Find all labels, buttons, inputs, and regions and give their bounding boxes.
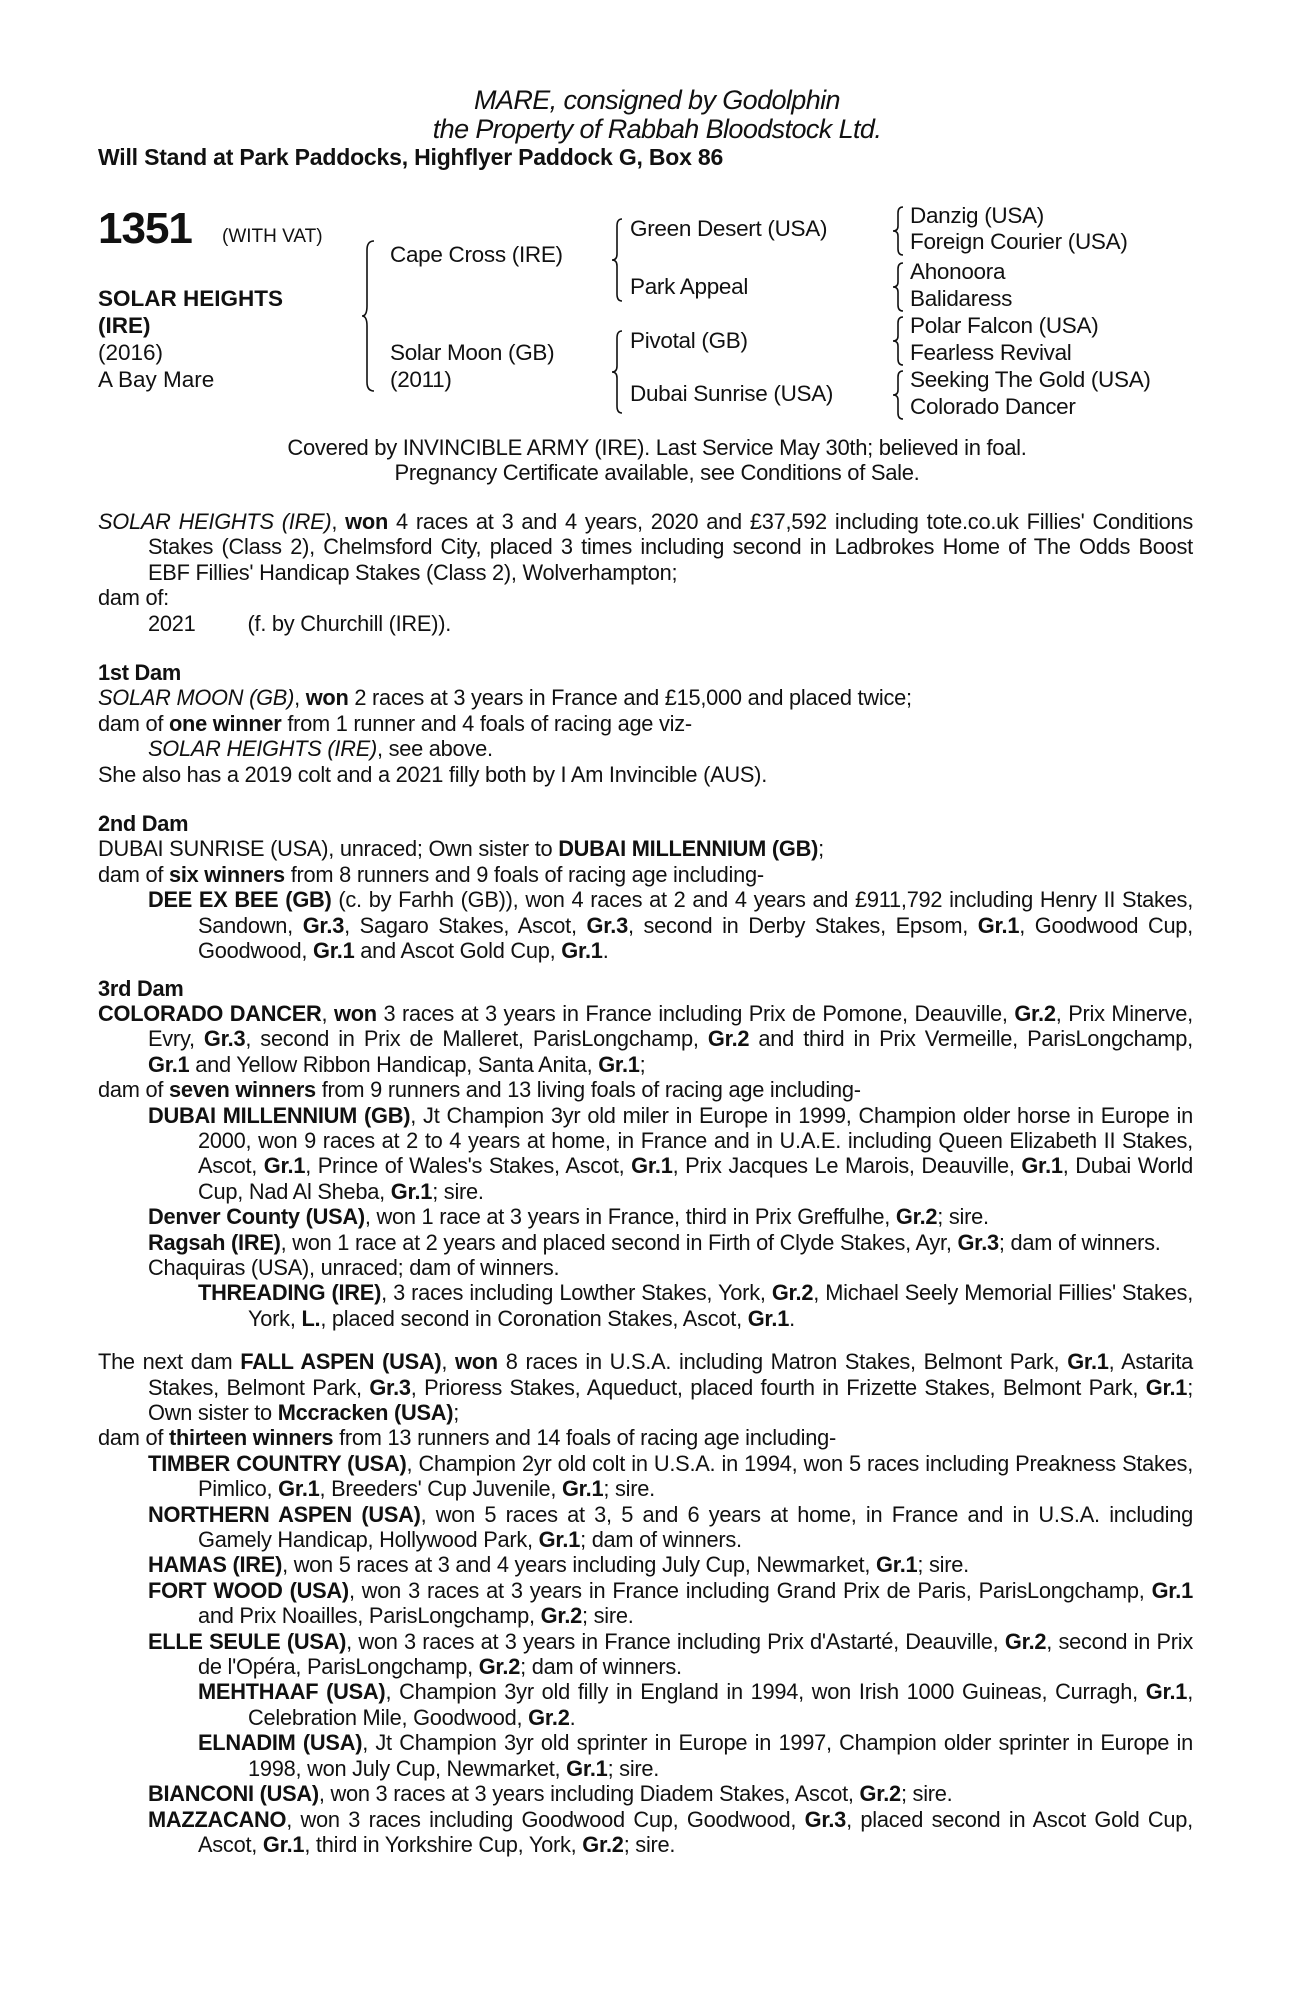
bold-text: Gr.3 <box>957 1229 999 1255</box>
text: ; Own sister to <box>148 1374 1193 1425</box>
sire-brace <box>612 218 624 302</box>
text: , Sagaro Stakes, Ascot, <box>344 912 587 938</box>
text: from 8 runners and 9 foals of racing age including- <box>284 861 764 887</box>
bold-text: MEHTHAAF (USA) <box>198 1679 386 1705</box>
paragraph <box>98 1280 1193 1331</box>
bold-text: Gr.1 <box>561 938 603 964</box>
pedigree-ggp: Seeking The Gold (USA) <box>910 367 1151 392</box>
bold-text: HAMAS (IRE) <box>148 1552 283 1578</box>
text: and Ascot Gold Cup, <box>354 938 562 964</box>
bold-text: Gr.1 <box>1067 1349 1109 1375</box>
bold-text: six winners <box>168 861 285 887</box>
ggp-brace <box>893 262 905 312</box>
text: , Champion 3yr old filly in England in 1994, won Irish 1000 Guineas, Curragh, <box>385 1679 1146 1705</box>
text: Chaquiras (USA), unraced; dam of winners. <box>148 1254 560 1280</box>
text: , second in Derby Stakes, Epsom, <box>627 912 978 938</box>
paragraph <box>98 1077 1193 1102</box>
text: ; <box>639 1051 646 1077</box>
pedigree-ggp: Balidaress <box>910 286 1013 311</box>
text: , second in Prix de l'Opéra, ParisLongchamp, <box>198 1628 1194 1680</box>
lot-number: 1351 <box>98 204 192 253</box>
bold-text: Gr.1 <box>747 1305 790 1331</box>
ggp-brace <box>893 370 905 420</box>
text: , won 5 races at 3, 5 and 6 years at home, in France and in U.S.A. including Gamely Handicap, Hollywood Park, <box>198 1501 1193 1553</box>
text: 8 races in U.S.A. including Matron Stakes, Belmont Park, <box>497 1349 1068 1375</box>
bold-text: BIANCONI (USA) <box>148 1781 319 1807</box>
bold-text: MAZZACANO <box>148 1806 287 1832</box>
text: , won 1 race at 3 years in France, third in Prix Greffulhe, <box>364 1204 896 1230</box>
stand-location: Will Stand at Park Paddocks, Highflyer Paddock G, Box 86 <box>98 144 724 170</box>
pedigree-ggp: Colorado Dancer <box>910 394 1076 419</box>
text: , placed second in Coronation Stakes, Ascot, <box>320 1305 748 1331</box>
paragraph <box>98 1425 1193 1450</box>
bold-text: NORTHERN ASPEN (USA) <box>148 1501 421 1527</box>
bold-text: ELLE SEULE (USA) <box>148 1628 347 1654</box>
paragraph <box>98 1103 1193 1205</box>
bold-text: Gr.2 <box>707 1026 750 1052</box>
paragraph <box>98 1349 1193 1425</box>
pedigree-section <box>98 660 1193 787</box>
bold-text: Gr.1 <box>390 1178 433 1204</box>
text: ; <box>818 836 824 862</box>
horse-name: SOLAR HEIGHTS <box>98 286 284 311</box>
paragraph <box>98 1781 1193 1806</box>
pedigree-section <box>98 976 1193 1332</box>
text: , <box>294 685 306 711</box>
text: , Goodwood Cup, Goodwood, <box>198 912 1193 964</box>
paragraph <box>98 1730 1193 1781</box>
bold-text: Gr.1 <box>262 1831 305 1857</box>
text: ; sire. <box>603 1476 655 1502</box>
bold-text: Gr.1 <box>1151 1577 1193 1603</box>
text: from 13 runners and 14 foals of racing age including- <box>333 1425 836 1451</box>
paragraph <box>98 1807 1193 1858</box>
paragraph <box>98 1629 1193 1680</box>
text: ; sire. <box>582 1603 634 1629</box>
pedigree-section <box>98 509 1193 636</box>
text: , Breeders' Cup Juvenile, <box>319 1476 562 1502</box>
bold-text: ELNADIM (USA) <box>198 1730 363 1756</box>
text: , <box>331 509 346 534</box>
text: ; sire. <box>623 1831 676 1857</box>
bold-text: Gr.3 <box>302 912 345 938</box>
bold-text: Gr.1 <box>148 1051 190 1077</box>
text: , Prioress Stakes, Aqueduct, placed fourth in Frizette Stakes, Belmont Park, <box>410 1374 1146 1400</box>
text: , 3 races including Lowther Stakes, York, <box>381 1280 772 1306</box>
horse-suffix: (IRE) <box>98 313 151 338</box>
text: dam of <box>98 861 169 887</box>
horse-year: (2016) <box>98 340 164 365</box>
text: and Prix Noailles, ParisLongchamp, <box>198 1603 541 1629</box>
bold-text: TIMBER COUNTRY (USA) <box>148 1450 407 1476</box>
vat-note: (WITH VAT) <box>222 226 323 247</box>
pedigree-ggp: Polar Falcon (USA) <box>910 313 1099 338</box>
bold-text: Ragsah (IRE) <box>148 1229 281 1255</box>
pedigree-sire: Cape Cross (IRE) <box>390 242 563 267</box>
dam-brace <box>612 330 624 414</box>
pregnancy-note: Pregnancy Certificate available, see Conditions of Sale. <box>394 460 920 485</box>
text: , won 3 races at 3 years in France including Grand Prix de Paris, ParisLongchamp, <box>348 1577 1152 1603</box>
bold-text: Gr.1 <box>566 1755 608 1781</box>
text: She also has a 2019 colt and a 2021 filly both by I Am Invincible (AUS). <box>98 761 767 787</box>
bold-text: FALL ASPEN (USA) <box>240 1349 442 1375</box>
paragraph <box>98 762 1193 787</box>
text: , Dubai World Cup, Nad Al Sheba, <box>198 1153 1193 1204</box>
bold-text: Gr.1 <box>1145 1374 1188 1400</box>
text: , Prince of Wales's Stakes, Ascot, <box>305 1153 632 1179</box>
bold-text: Gr.2 <box>1004 1628 1047 1654</box>
bold-text: won <box>333 1000 377 1026</box>
text: . <box>602 938 609 964</box>
bold-text: L. <box>301 1305 321 1331</box>
italic-text: SOLAR HEIGHTS (IRE) <box>148 736 377 762</box>
text: , Prix Jacques Le Marois, Deauville, <box>672 1153 1022 1179</box>
text: , Champion 2yr old colt in U.S.A. in 1994, won 5 races including Preakness Stakes, Pimlico, <box>198 1450 1194 1502</box>
text: ; sire. <box>900 1781 953 1807</box>
bold-text: Gr.3 <box>586 912 628 938</box>
text: , see above. <box>377 736 493 762</box>
text: dam of <box>98 1425 169 1451</box>
pedigree-brace <box>362 240 376 392</box>
text: , Michael Seely Memorial Fillies' Stakes, York, <box>248 1280 1194 1331</box>
text: ; sire. <box>917 1552 969 1578</box>
text: dam of <box>98 710 169 736</box>
italic-text: SOLAR MOON (GB) <box>98 685 295 711</box>
text: , Prix Minerve, Evry, <box>148 1000 1193 1052</box>
bold-text: won <box>455 1349 498 1375</box>
bold-text: Gr.1 <box>875 1552 918 1578</box>
text: 2 races at 3 years in France and £15,000 and placed twice; <box>348 685 912 711</box>
paragraph <box>98 1552 1193 1577</box>
bold-text: Gr.2 <box>582 1831 624 1857</box>
text: (c. by Farhh (GB)), won 4 races at 2 and 4 years and £911,792 including Henry II Stakes, Sandown, <box>198 887 1194 938</box>
bold-text: Gr.3 <box>369 1374 411 1400</box>
bold-text: Gr.2 <box>895 1204 938 1230</box>
pedigree-sire-sire: Green Desert (USA) <box>630 216 828 241</box>
text: . <box>789 1305 795 1331</box>
text: ; sire. <box>607 1755 660 1781</box>
text: from 9 runners and 13 living foals of racing age including- <box>315 1077 861 1103</box>
bold-text: COLORADO DANCER <box>98 1000 322 1026</box>
bold-text: FORT WOOD (USA) <box>148 1577 349 1603</box>
paragraph <box>98 585 1193 610</box>
bold-text: DUBAI MILLENNIUM (GB) <box>558 836 819 862</box>
pedigree-ggp: Foreign Courier (USA) <box>910 229 1128 254</box>
horse-description: A Bay Mare <box>98 367 215 392</box>
text: , won 1 race at 2 years and placed second in Firth of Clyde Stakes, Ayr, <box>280 1229 958 1255</box>
section-heading: 3rd Dam <box>98 975 184 1001</box>
text: ; dam of winners. <box>998 1229 1161 1255</box>
text: The next dam <box>98 1349 241 1375</box>
pedigree-dam: Solar Moon (GB) <box>390 340 555 365</box>
paragraph <box>98 1679 1193 1730</box>
paragraph <box>98 887 1193 963</box>
bold-text: Gr.1 <box>1021 1153 1063 1179</box>
bold-text: one winner <box>168 710 282 736</box>
consignor-line: MARE, consigned by Godolphin <box>474 85 840 115</box>
text: ; <box>453 1400 460 1425</box>
bold-text: won <box>345 509 389 534</box>
bold-text: Gr.1 <box>631 1153 673 1179</box>
bold-text: Gr.1 <box>561 1476 604 1502</box>
property-line: the Property of Rabbah Bloodstock Ltd. <box>432 114 882 144</box>
ggp-brace <box>893 316 905 366</box>
text: from 1 runner and 4 foals of racing age viz- <box>281 710 692 736</box>
ggp-brace <box>893 206 905 256</box>
bold-text: THREADING (IRE) <box>198 1280 382 1306</box>
paragraph <box>98 1204 1193 1229</box>
paragraph <box>98 611 1193 636</box>
bold-text: Gr.1 <box>977 912 1020 938</box>
text: , <box>321 1000 334 1026</box>
pedigree-dam-dam: Dubai Sunrise (USA) <box>630 381 834 406</box>
text: ; sire. <box>432 1178 484 1204</box>
bold-text: won <box>305 685 349 711</box>
bold-text: Gr.1 <box>598 1051 640 1077</box>
covered-note: Covered by INVINCIBLE ARMY (IRE). Last Service May 30th; believed in foal. <box>287 435 1027 460</box>
section-heading: 2nd Dam <box>98 811 189 837</box>
text: , won 3 races at 3 years including Diadem Stakes, Ascot, <box>318 1781 860 1807</box>
text: , Jt Champion 3yr old miler in Europe in 1999, Champion older horse in Europe in 2000, won 9 races at 2 to 4 years at home, in France and in U.A.E. including Queen Elizabeth II Stakes, Ascot, <box>198 1102 1193 1179</box>
bold-text: Gr.2 <box>1014 1000 1056 1026</box>
section-heading: 1st Dam <box>98 660 182 686</box>
bold-text: Denver County (USA) <box>148 1204 365 1230</box>
pedigree-sire-dam: Park Appeal <box>630 274 749 299</box>
paragraph <box>98 862 1193 887</box>
text: , Celebration Mile, Goodwood, <box>248 1679 1193 1730</box>
catalogue-body <box>98 509 1193 1857</box>
bold-text: Gr.1 <box>278 1476 320 1502</box>
bold-text: seven winners <box>168 1077 316 1103</box>
bold-text: Gr.2 <box>859 1781 901 1807</box>
bold-text: Gr.1 <box>263 1153 306 1179</box>
text: and Yellow Ribbon Handicap, Santa Anita, <box>189 1051 599 1077</box>
text: dam of <box>98 1077 169 1103</box>
text: , <box>441 1349 456 1375</box>
paragraph <box>98 736 1193 761</box>
paragraph <box>98 1578 1193 1629</box>
text: , won 3 races including Goodwood Cup, Goodwood, <box>286 1806 805 1832</box>
text: 3 races at 3 years in France including Prix de Pomone, Deauville, <box>376 1000 1015 1026</box>
italic-text: SOLAR HEIGHTS (IRE) <box>98 509 332 534</box>
paragraph <box>98 1451 1193 1502</box>
bold-text: thirteen winners <box>168 1425 334 1451</box>
paragraph <box>98 1502 1193 1553</box>
bold-text: Gr.3 <box>203 1026 246 1052</box>
bold-text: Mccracken (USA) <box>277 1400 454 1425</box>
bold-text: Gr.3 <box>804 1806 847 1832</box>
pedigree-ggp: Danzig (USA) <box>910 203 1044 228</box>
bold-text: Gr.2 <box>478 1654 521 1680</box>
bold-text: Gr.2 <box>528 1704 570 1730</box>
text: (f. by Churchill (IRE)). <box>247 610 452 636</box>
pedigree-dam-sire: Pivotal (GB) <box>630 328 748 353</box>
text: , second in Prix de Malleret, ParisLongchamp, <box>245 1026 708 1052</box>
text: , Astarita Stakes, Belmont Park, <box>148 1349 1193 1400</box>
bold-text: Gr.1 <box>538 1527 581 1553</box>
bold-text: Gr.1 <box>1145 1679 1188 1705</box>
paragraph <box>98 685 1193 710</box>
paragraph <box>98 1001 1193 1077</box>
text: . <box>569 1704 576 1730</box>
text: ; dam of winners. <box>520 1654 682 1680</box>
bold-text: Gr.2 <box>540 1603 583 1629</box>
pedigree-ggp: Fearless Revival <box>910 340 1072 365</box>
text: 4 races at 3 and 4 years, 2020 and £37,592 including tote.co.uk Fillies' Conditions Stakes (Class 2), Chelmsford City, placed 3 times including second in Ladbrokes Home of The Odds Boost EBF Fillies' Handicap Stakes (Class 2), Wolverhampton; <box>148 509 1193 585</box>
bold-text: Gr.1 <box>313 938 355 964</box>
paragraph <box>98 711 1193 736</box>
text: , won 3 races at 3 years in France including Prix d'Astarté, Deauville, <box>346 1628 1005 1654</box>
pedigree-section <box>98 1349 1193 1857</box>
text: dam of: <box>98 585 169 611</box>
bold-text: DEE EX BEE (GB) <box>148 887 332 913</box>
text: ; sire. <box>937 1204 989 1230</box>
text: , won 5 races at 3 and 4 years including July Cup, Newmarket, <box>282 1552 876 1578</box>
text: 2021 <box>148 610 196 636</box>
bold-text: DUBAI MILLENNIUM (GB) <box>148 1102 411 1128</box>
paragraph <box>98 509 1193 585</box>
bold-text: Gr.2 <box>771 1280 814 1306</box>
pedigree-dam-year: (2011) <box>390 367 452 392</box>
text: , Jt Champion 3yr old sprinter in Europe in 1997, Champion older sprinter in Europe in 1998, won July Cup, Newmarket, <box>248 1730 1193 1781</box>
text: DUBAI SUNRISE (USA), unraced; Own sister to <box>98 836 559 862</box>
text: , third in Yorkshire Cup, York, <box>304 1831 583 1857</box>
paragraph <box>98 1230 1193 1255</box>
text: ; dam of winners. <box>580 1527 742 1553</box>
text: and third in Prix Vermeille, ParisLongchamp, <box>749 1026 1193 1052</box>
text: , placed second in Ascot Gold Cup, Ascot, <box>198 1806 1193 1857</box>
pedigree-section <box>98 811 1193 963</box>
paragraph <box>98 836 1193 861</box>
paragraph <box>98 1255 1193 1280</box>
pedigree-ggp: Ahonoora <box>910 259 1006 284</box>
